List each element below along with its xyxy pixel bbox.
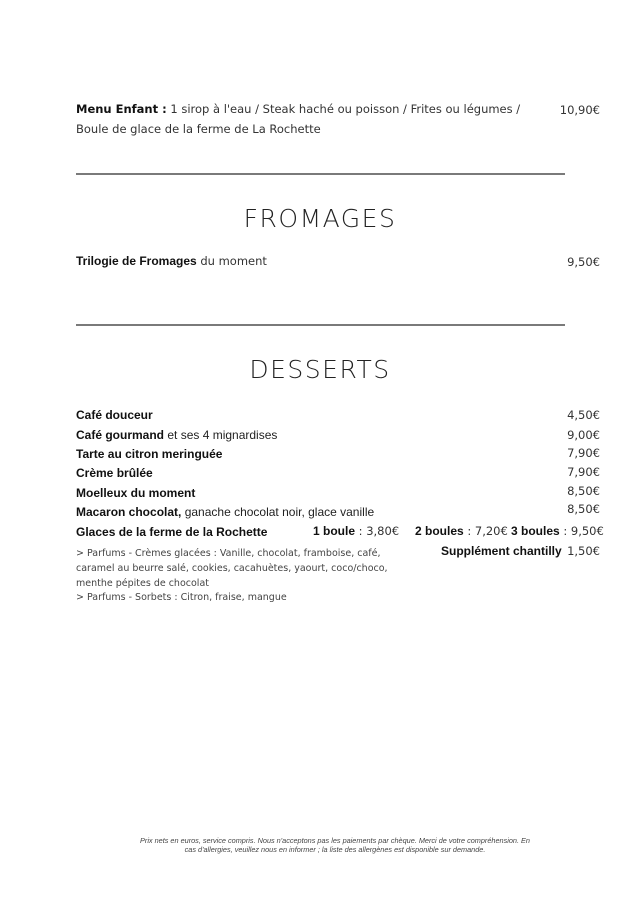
dessert-item [76,428,277,442]
menu-enfant-price: 10,90€ [559,103,600,117]
divider [76,173,565,175]
parfums-line: menthe pépites de chocolat [76,578,209,589]
menu-enfant-line2: Boule de glace de la ferme de La Rochette [76,122,321,136]
glaces-two-boules [415,524,508,538]
fromages-item-price: 9,50€ [567,255,600,269]
glaces-one-label: 1 boule [313,524,356,538]
glaces-two-label: 2 boules [415,524,464,538]
parfums-line: > Parfums - Crèmes glacées : Vanille, chocolat, framboise, café, [76,548,381,559]
dessert-name: Crème brûlée [76,466,153,480]
parfums-line: > Parfums - Sorbets : Citron, fraise, mangue [76,592,287,603]
dessert-item [76,486,195,500]
divider [76,324,565,326]
glaces-three-price: : 9,50€ [559,524,604,538]
parfums-line: caramel au beurre salé, cookies, cacahuètes, yaourt, coco/choco, [76,563,388,574]
dessert-name: Café douceur [76,408,153,422]
glaces-one-price: : 3,80€ [355,524,400,538]
glaces-three-label: 3 boules [511,524,560,538]
glaces-name: Glaces de la ferme de la Rochette [76,525,268,539]
dessert-price: 9,00€ [567,428,600,442]
menu-enfant-desc-1: 1 sirop à l'eau / Steak haché ou poisson / Frites ou légumes / [166,102,521,116]
supplement-chantilly-label: Supplément chantilly [441,544,562,558]
footer-line: Prix nets en euros, service compris. Nous n'acceptons pas les paiements par chèque. Merci de votre compréhension. En [140,836,530,845]
fromages-item-name: Trilogie de Fromages [76,254,197,268]
glaces-three-boules [511,524,604,538]
dessert-item [76,505,374,519]
fromages-item-detail: du moment [196,254,267,268]
dessert-item [76,408,153,422]
glaces-two-price: : 7,20€ [463,524,508,538]
dessert-price: 7,90€ [567,446,600,460]
dessert-name: Café gourmand [76,428,165,442]
dessert-name: Moelleux du moment [76,486,196,500]
dessert-name: Macaron chocolat, [76,505,182,519]
glaces-one-boule [313,524,399,538]
dessert-price: 8,50€ [567,502,600,516]
dessert-name: Tarte au citron meringuée [76,447,223,461]
dessert-price: 7,90€ [567,465,600,479]
dessert-price: 4,50€ [567,408,600,422]
section-title-desserts: DESSERTS [249,355,391,384]
menu-enfant-label: Menu Enfant : [76,102,167,116]
dessert-detail: ganache chocolat noir, glace vanille [181,505,375,519]
footer-line: cas d'allergies, veuillez nous en informer ; la liste des allergènes est disponible sur demande. [184,845,486,854]
dessert-detail: et ses 4 mignardises [164,428,278,442]
fromages-item [76,254,267,268]
dessert-item [76,466,153,480]
menu-enfant-line1 [76,102,520,116]
footer-note [110,836,560,854]
supplement-chantilly-price: 1,50€ [567,544,600,558]
section-title-fromages: FROMAGES [243,204,397,233]
dessert-price: 8,50€ [567,484,600,498]
dessert-item [76,447,222,461]
